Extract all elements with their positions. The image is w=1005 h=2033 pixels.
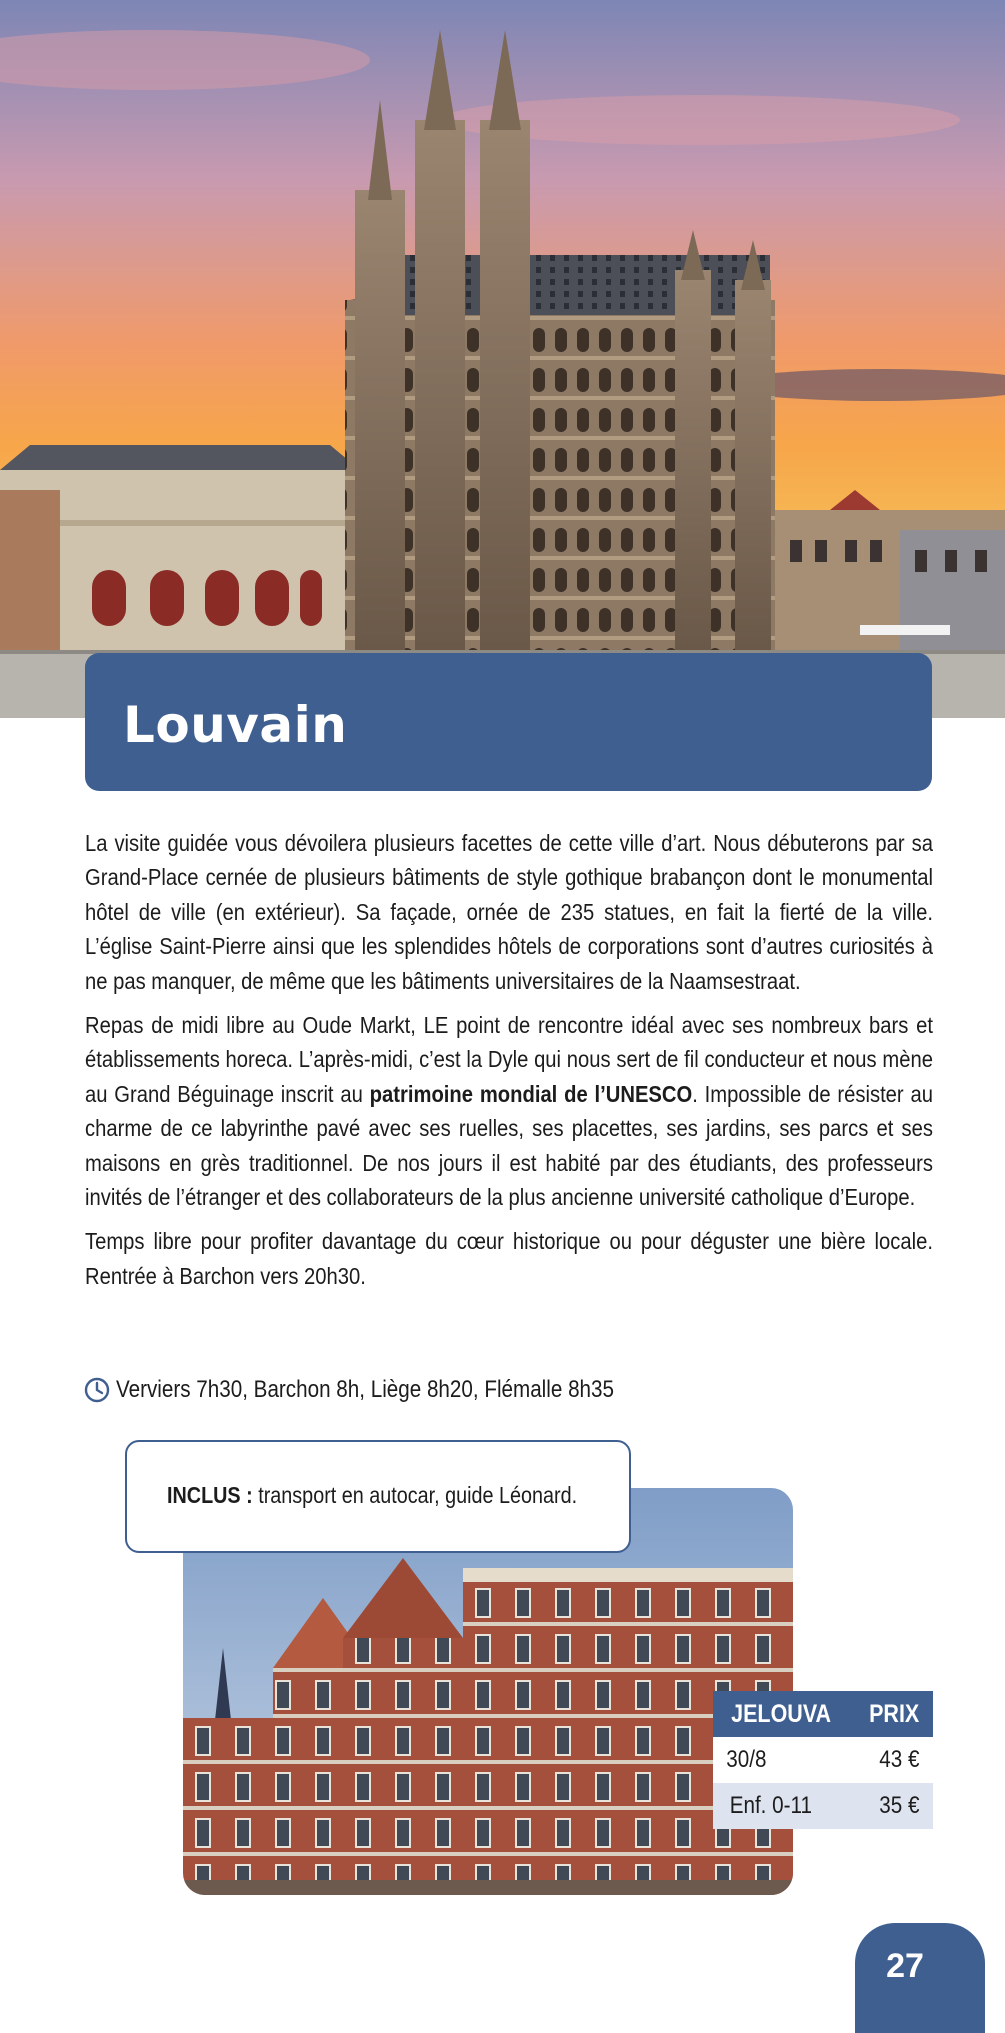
row-label: 30/8 [713, 1737, 853, 1783]
unesco-highlight: patrimoine mondial de l’UNESCO [369, 1080, 693, 1107]
table-row [713, 1783, 933, 1829]
hero-photo-town-hall [0, 0, 1005, 718]
header-price: PRIX [853, 1691, 933, 1737]
row-price: 43 € [853, 1737, 933, 1783]
header-code: JELOUVA [713, 1691, 853, 1737]
paragraph-3: Temps libre pour profiter davantage du cœur historique ou pour déguster une bière locale. Rentrée à Barchon vers 20h30. [85, 1228, 933, 1289]
row-price: 35 € [853, 1783, 933, 1829]
clock-icon [84, 1377, 110, 1403]
inclus-line [167, 1482, 577, 1509]
paragraph-2-part-b: . Impossible de résister au charme de ce labyrinthe pavé avec ses ruelles, ses placettes, ses jardins, ses parcs et ses maisons en grès traditionnel. De nos jours il est habité par des étudiants, des professeurs invités de l’étranger et des collaborateurs de la plus ancienne université catholique d’Europe. [85, 1080, 933, 1211]
schedule-text: Verviers 7h30, Barchon 8h, Liège 8h20, Flémalle 8h35 [116, 1376, 614, 1403]
inclus-label: INCLUS : [167, 1482, 253, 1508]
page-title: Louvain [123, 696, 348, 754]
table-row [713, 1737, 933, 1783]
price-table-header [713, 1691, 933, 1737]
page-number-tab [855, 1923, 985, 2033]
departure-schedule [84, 1376, 695, 1404]
inclus-text: transport en autocar, guide Léonard. [252, 1482, 578, 1508]
price-table [713, 1691, 933, 1829]
description-text [85, 826, 933, 1303]
row-label: Enf. 0-11 [713, 1783, 853, 1829]
paragraph-2-part-a: Repas de midi libre au Oude Markt, LE point de rencontre idéal avec ses nombreux bars et établissements horeca. L’après-midi, c’est la Dyle qui nous sert de fil conducteur et nous mène au Grand Béguinage inscrit au [85, 1012, 933, 1107]
page-number: 27 [886, 1947, 924, 1985]
title-banner [85, 653, 932, 791]
inclus-box [125, 1440, 631, 1553]
paragraph-1: La visite guidée vous dévoilera plusieurs facettes de cette ville d’art. Nous débuterons par sa Grand-Place cernée de plusieurs bâtiments de style gothique brabançon dont le monumental hôtel de ville (en extérieur). Sa façade, ornée de 235 statues, en fait la fierté de la ville. L’église Saint-Pierre ainsi que les splendides hôtels de corporations sont d’autres curiosités à ne pas manquer, de même que les bâtiments universitaires de la Naamsestraat. [85, 830, 933, 994]
paragraph-2 [85, 1008, 933, 1214]
